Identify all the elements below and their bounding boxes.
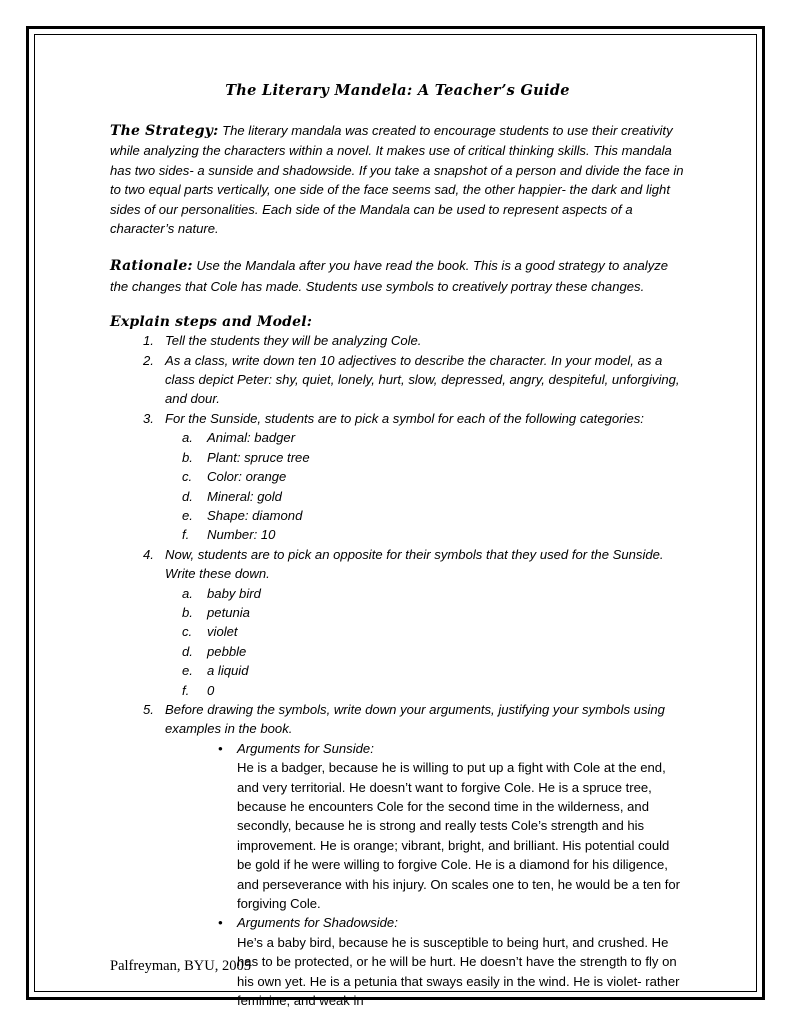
list-marker: c. bbox=[182, 469, 193, 485]
strategy-paragraph bbox=[110, 121, 685, 238]
arguments-sunside-text: He is a badger, because he is willing to put up a fight with Cole at the end, and very territorial. He doesn’t want to forgive Cole. He is a spruce tree, because he encounters Cole for the second time in the wilderness, and secondly, because he is strong and really tests Cole’s strength and his improvement. He is orange; vibrant, bright, and brilliant. His potential could be gold if he were willing to forgive Cole. He is a diamond for his diligence, and perseverance with his injury. On scales one to ten, he would be a ten for forgiving Cole. bbox=[237, 760, 681, 912]
list-item bbox=[165, 622, 685, 641]
list-item-text: petunia bbox=[207, 604, 250, 620]
list-item-text: Now, students are to pick an opposite for their symbols that they used for the Sunside. Write these down. bbox=[165, 546, 664, 582]
list-item-text: pebble bbox=[207, 643, 247, 659]
explain-steps-heading: Explain steps and Model: bbox=[110, 314, 313, 331]
list-item-text: Animal: badger bbox=[207, 430, 296, 446]
rationale-label: Rationale: bbox=[110, 258, 193, 275]
list-item-text: Number: 10 bbox=[207, 527, 276, 543]
list-item bbox=[110, 351, 685, 409]
list-marker: 3. bbox=[143, 410, 154, 426]
arguments-sunside-heading: Arguments for Sunside: bbox=[237, 740, 374, 756]
list-item-text: As a class, write down ten 10 adjectives to describe the character. In your model, as a class depict Peter: shy, quiet, lonely, hurt, slow, depressed, angry, despiteful, unforgiving, and dour. bbox=[165, 352, 680, 407]
bullet-icon: • bbox=[218, 915, 223, 931]
list-marker: e. bbox=[182, 507, 193, 523]
list-marker: b. bbox=[182, 449, 193, 465]
list-item bbox=[165, 661, 685, 680]
list-marker: a. bbox=[182, 585, 193, 601]
list-marker: f. bbox=[182, 527, 190, 543]
list-marker: 4. bbox=[143, 546, 154, 562]
list-item bbox=[165, 603, 685, 622]
list-item bbox=[110, 545, 685, 700]
rationale-paragraph bbox=[110, 256, 685, 296]
list-item-text: Color: orange bbox=[207, 469, 287, 485]
list-item bbox=[110, 409, 685, 545]
list-item-text: violet bbox=[207, 624, 238, 640]
list-item bbox=[165, 448, 685, 467]
strategy-text: The literary mandala was created to encourage students to use their creativity while analyzing the characters within a novel. It makes use of critical thinking skills. This mandala has two sides- a sunside and shadowside. If you take a snapshot of a person and divide the face in to two equal parts vertically, one side of the face seems sad, the other happier- the dark and light sides of our personalities. Each side of the Mandala can be used to represent aspects of a character’s nature. bbox=[110, 123, 684, 237]
list-item-text: 0 bbox=[207, 682, 215, 698]
list-item bbox=[165, 467, 685, 486]
rationale-text: Use the Mandala after you have read the book. This is a good strategy to analyze the changes that Cole has made. Students use symbols to creatively portray these changes. bbox=[110, 258, 669, 294]
list-marker: d. bbox=[182, 488, 193, 504]
list-item bbox=[165, 681, 685, 700]
list-item-text: a liquid bbox=[207, 663, 249, 679]
list-item-text: Before drawing the symbols, write down your arguments, justifying your symbols using examples in the book. bbox=[165, 701, 665, 737]
list-item-text: For the Sunside, students are to pick a symbol for each of the following categories: bbox=[165, 410, 644, 426]
list-marker: b. bbox=[182, 604, 193, 620]
list-item-text: baby bird bbox=[207, 585, 261, 601]
bullet-icon: • bbox=[218, 740, 223, 756]
list-item-text: Plant: spruce tree bbox=[207, 449, 310, 465]
list-item-text: Tell the students they will be analyzing Cole. bbox=[165, 333, 422, 349]
list-item bbox=[165, 584, 685, 603]
list-item bbox=[165, 642, 685, 661]
arguments-shadowside-text: He’s a baby bird, because he is susceptible to being hurt, and crushed. He has to be protected, or he will be hurt. He doesn’t have the strength to fly on his own yet. He is a petunia that sways easily in the wind. He is violet- rather feminine, and weak in bbox=[237, 934, 680, 1009]
list-item-text: Shape: diamond bbox=[207, 507, 303, 523]
list-item bbox=[165, 525, 685, 544]
list-item bbox=[165, 739, 685, 914]
shadowside-symbol-list bbox=[165, 584, 685, 700]
document-body bbox=[110, 82, 685, 1010]
list-marker: 1. bbox=[143, 333, 154, 349]
page-footer: Palfreyman, BYU, 2005 bbox=[110, 958, 251, 974]
list-item bbox=[110, 331, 685, 350]
list-marker: f. bbox=[182, 682, 190, 698]
list-item bbox=[165, 428, 685, 447]
steps-list bbox=[110, 331, 685, 1010]
list-item bbox=[165, 487, 685, 506]
list-item bbox=[165, 506, 685, 525]
sunside-symbol-list bbox=[165, 428, 685, 544]
list-item-text: Mineral: gold bbox=[207, 488, 282, 504]
list-marker: 2. bbox=[143, 352, 154, 368]
arguments-shadowside-heading: Arguments for Shadowside: bbox=[237, 915, 398, 931]
strategy-label: The Strategy: bbox=[110, 123, 219, 139]
list-marker: c. bbox=[182, 624, 193, 640]
list-marker: e. bbox=[182, 663, 193, 679]
list-marker: 5. bbox=[143, 701, 154, 717]
list-marker: d. bbox=[182, 643, 193, 659]
page-title: The Literary Mandela: A Teacher’s Guide bbox=[225, 82, 570, 99]
list-marker: a. bbox=[182, 430, 193, 446]
